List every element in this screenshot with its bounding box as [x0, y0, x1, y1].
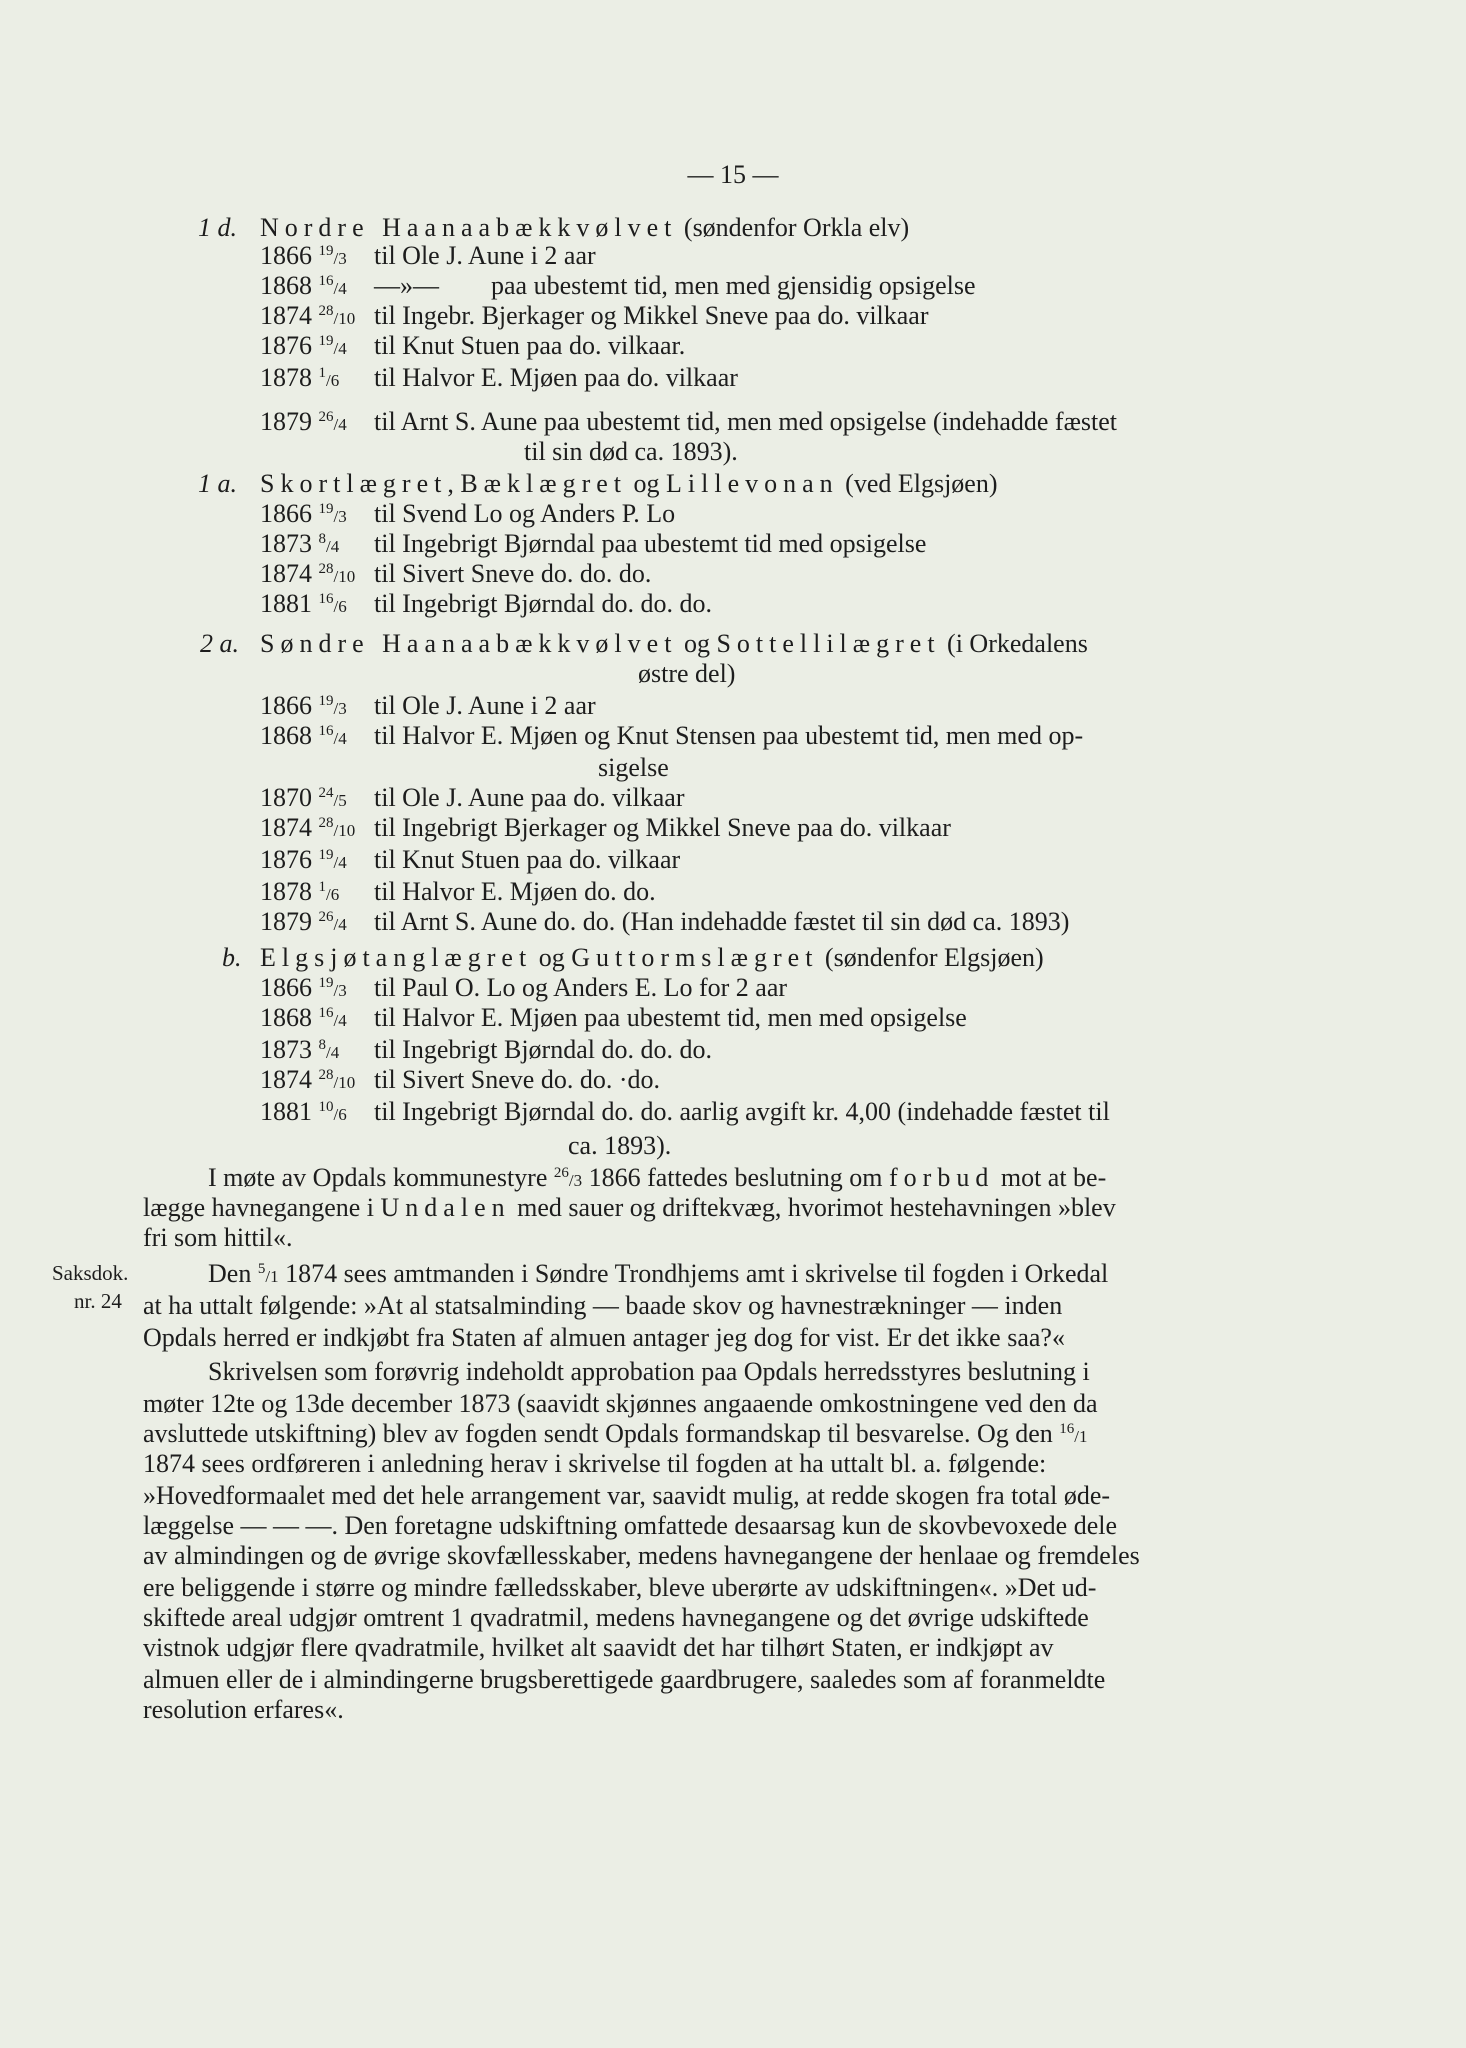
place-name: Lillevonan: [666, 469, 839, 498]
paragraph-line: 1874 sees ordføreren i anledning herav i skrivelse til fogden at ha uttalt bl. a. følgende:: [143, 1449, 1047, 1478]
date-day: 19: [318, 333, 334, 349]
entry-year: 1874: [260, 813, 312, 842]
entry-year: 1866: [260, 973, 312, 1002]
text: med sauer og driftekvæg, hvorimot hestehavningen »blev: [510, 1193, 1116, 1222]
dated-entry: [260, 330, 685, 365]
date-day: 16: [318, 591, 334, 607]
entry-year: 1881: [260, 1097, 312, 1126]
paragraph-line: fri som hittil«.: [143, 1223, 293, 1252]
text: 1874 sees amtmanden i Søndre Trondhjems amt i skrivelse til fogden i Orkedal: [278, 1259, 1109, 1288]
entry-text: til Ingebrigt Bjørndal do. do. aarlig avgift kr. 4,00 (indehadde fæstet til: [374, 1097, 1110, 1126]
frac-slash: /: [568, 1171, 574, 1190]
date-day: 19: [318, 243, 334, 259]
frac-slash: /: [333, 821, 339, 840]
date-month: 10: [338, 821, 356, 840]
frac-slash: /: [333, 415, 339, 434]
date-day: 19: [318, 501, 334, 517]
date-day: 16: [318, 723, 334, 739]
date-month: 3: [338, 981, 347, 1000]
frac-slash: /: [333, 1011, 339, 1030]
place-name: Nordre Haanaabækkvølvet: [260, 213, 678, 242]
date-month: 5: [338, 791, 347, 810]
frac-slash: /: [326, 885, 331, 904]
margin-note-line: Saksdok.: [52, 1261, 129, 1285]
entry-text: til Arnt S. Aune paa ubestemt tid, men med opsigelse (indehadde fæstet: [374, 407, 1118, 436]
heading-sep: og: [532, 943, 572, 972]
dated-entry: [260, 812, 951, 847]
date-month: 4: [338, 853, 347, 872]
frac-slash: /: [1074, 1427, 1080, 1446]
entry-text: til Ole J. Aune paa do. vilkaar: [374, 783, 685, 812]
frac-slash: /: [326, 537, 331, 556]
section-label: 1 d.: [198, 213, 237, 242]
date-day: 19: [318, 847, 334, 863]
dated-entry: [260, 1064, 660, 1099]
heading-sep: og: [627, 469, 667, 498]
entry-text: til Ingebrigt Bjørndal do. do. do.: [374, 589, 712, 618]
entry-text: til Arnt S. Aune do. do. (Han indehadde fæstet til sin død ca. 1893): [374, 907, 1070, 936]
emphasis: Undalen: [380, 1193, 511, 1222]
heading-rest: (søndenfor Elgsjøen): [818, 943, 1044, 972]
paragraph-line: vistnok udgjør flere qvadratmile, hvilket alt saavidt det har tilhørt Staten, er indkjøpt av: [143, 1633, 1054, 1662]
paragraph-line: Opdals herred er indkjøbt fra Staten af almuen antager jeg dog for vist. Er det ikke saa?«: [143, 1323, 1065, 1352]
frac-slash: /: [333, 309, 339, 328]
date-day: 28: [318, 1067, 334, 1083]
date-day: 10: [318, 1099, 334, 1115]
section-heading: [260, 628, 1088, 660]
entry-year: 1868: [260, 1003, 312, 1032]
date-month: 10: [338, 567, 356, 586]
place-name: Guttormslægret: [571, 943, 819, 972]
entry-date: [260, 362, 374, 397]
entry-date: [260, 588, 374, 623]
date-month: 4: [330, 1043, 340, 1062]
paragraph-line: Skrivelsen som forøvrig indeholdt approbation paa Opdals herredsstyres beslutning i: [208, 1357, 1090, 1386]
paragraph-line: møter 12te og 13de december 1873 (saavidt skjønnes angaaende omkostningene ved den da: [143, 1389, 1098, 1418]
dated-entry: [260, 720, 1083, 755]
frac-slash: /: [333, 339, 339, 358]
entry-year: 1879: [260, 407, 312, 436]
place-name: Søndre Haanaabækkvølvet: [260, 629, 678, 658]
entry-text: til Sivert Sneve do. do. ·do.: [374, 1065, 660, 1094]
entry-year: 1868: [260, 721, 312, 750]
entry-text: til Halvor E. Mjøen do. do.: [374, 877, 656, 906]
frac-slash: /: [333, 279, 339, 298]
entry-text: til Svend Lo og Anders P. Lo: [374, 499, 676, 528]
heading-rest: (i Orkedalens: [940, 629, 1088, 658]
entry-year: 1879: [260, 907, 312, 936]
dated-entry: [260, 906, 1069, 941]
entry-date: [260, 1064, 374, 1099]
date-month: 10: [338, 309, 356, 328]
date-day: 26: [318, 909, 334, 925]
entry-text: —»— paa ubestemt tid, men med gjensidig opsigelse: [374, 271, 976, 300]
heading-rest: (søndenfor Orkla elv): [677, 213, 910, 242]
entry-text: til Halvor E. Mjøen paa ubestemt tid, men med opsigelse: [374, 1003, 967, 1032]
entry-date: [260, 406, 374, 441]
date-month: 6: [338, 1105, 347, 1124]
entry-text: til Knut Stuen paa do. vilkaar.: [374, 331, 686, 360]
entry-text: til Halvor E. Mjøen paa do. vilkaar: [374, 363, 738, 392]
entry-text: til Ingebr. Bjerkager og Mikkel Sneve paa do. vilkaar: [374, 301, 929, 330]
section-label: b.: [222, 943, 242, 972]
heading-rest: (ved Elgsjøen): [838, 469, 998, 498]
frac-slash: /: [333, 915, 339, 934]
entry-date: [260, 330, 374, 365]
entry-year: 1874: [260, 559, 312, 588]
entry-year: 1873: [260, 1035, 312, 1064]
date-month: 3: [338, 507, 347, 526]
section-label: 2 a.: [200, 629, 239, 658]
place-name: Elgsjøtanglægret: [260, 943, 533, 972]
entry-text: til Knut Stuen paa do. vilkaar: [374, 845, 681, 874]
entry-year: 1866: [260, 241, 312, 270]
heading-continuation: østre del): [638, 659, 736, 688]
entry-continuation: til sin død ca. 1893).: [524, 437, 738, 466]
entry-year: 1876: [260, 331, 312, 360]
date-month: 4: [330, 537, 340, 556]
section-heading: [260, 468, 998, 500]
date-day: 8: [318, 1037, 326, 1053]
frac-slash: /: [333, 981, 339, 1000]
section-heading: [260, 942, 1044, 974]
entry-year: 1866: [260, 499, 312, 528]
text: Den: [208, 1259, 258, 1288]
entry-text: til Ingebrigt Bjørndal do. do. do.: [374, 1035, 712, 1064]
date-day: 28: [318, 303, 334, 319]
text: 1866 fattedes beslutning om: [582, 1163, 890, 1192]
date-month: 6: [330, 885, 340, 904]
date-day: 8: [318, 531, 326, 547]
entry-year: 1868: [260, 271, 312, 300]
date-month: 4: [338, 279, 347, 298]
paragraph-line: av almindingen og de øvrige skovfællesskaber, medens havnegangene der henlaae og fremdeles: [143, 1541, 1140, 1570]
entry-year: 1870: [260, 783, 312, 812]
place-name: Bæklægret: [460, 469, 628, 498]
date-month: 6: [338, 597, 347, 616]
paragraph-line: »Hovedformaalet med det hele arrangement var, saavidt mulig, at redde skogen fra total øde-: [143, 1481, 1111, 1510]
frac-slash: /: [265, 1267, 271, 1286]
entry-date: [260, 720, 374, 755]
entry-date: [260, 1002, 374, 1037]
entry-year: 1873: [260, 529, 312, 558]
entry-year: 1874: [260, 1065, 312, 1094]
date-day: 16: [318, 273, 334, 289]
entry-text: til Paul O. Lo og Anders E. Lo for 2 aar: [374, 973, 788, 1002]
entry-continuation: sigelse: [598, 753, 669, 782]
frac-slash: /: [333, 1073, 339, 1092]
date-month: 1: [270, 1267, 279, 1286]
frac-slash: /: [333, 1105, 339, 1124]
date-day: 28: [318, 815, 334, 831]
entry-year: 1866: [260, 691, 312, 720]
emphasis: forbud: [889, 1163, 995, 1192]
entry-date: [260, 812, 374, 847]
margin-note-line: nr. 24: [74, 1289, 122, 1313]
dated-entry: [260, 1096, 1110, 1131]
date-day: 16: [1059, 1421, 1075, 1437]
frac-slash: /: [326, 1043, 331, 1062]
entry-year: 1878: [260, 363, 312, 392]
date-day: 1: [318, 365, 326, 381]
date-month: 4: [338, 1011, 347, 1030]
heading-sep: ,: [447, 469, 461, 498]
entry-text: til Ingebrigt Bjerkager og Mikkel Sneve paa do. vilkaar: [374, 813, 951, 842]
dated-entry: [260, 844, 680, 879]
heading-sep: og: [677, 629, 717, 658]
text: avsluttede utskiftning) blev av fogden sendt Opdals formandskap til besvarelse. Og den: [143, 1419, 1060, 1448]
paragraph-line: at ha uttalt følgende: »At al statsalminding — baade skov og havnestrækninger — inden: [143, 1291, 1063, 1320]
entry-date: [260, 844, 374, 879]
entry-date: [260, 906, 374, 941]
date-month: 4: [338, 415, 347, 434]
date-month: 3: [338, 699, 347, 718]
frac-slash: /: [333, 853, 339, 872]
entry-text: til Ole J. Aune i 2 aar: [374, 241, 596, 270]
date-month: 6: [330, 371, 340, 390]
paragraph-line: [143, 1192, 1116, 1224]
date-month: 1: [1079, 1427, 1088, 1446]
entry-text: til Sivert Sneve do. do. do.: [374, 559, 652, 588]
dated-entry: [260, 588, 712, 623]
date-day: 19: [318, 975, 334, 991]
date-day: 19: [318, 693, 334, 709]
entry-continuation: ca. 1893).: [568, 1131, 672, 1160]
date-month: 3: [573, 1171, 583, 1190]
text: mot at be-: [994, 1163, 1107, 1192]
date-day: 26: [318, 409, 334, 425]
dated-entry: [260, 1002, 967, 1037]
paragraph-line: resolution erfares«.: [143, 1695, 344, 1724]
dated-entry: [260, 362, 738, 397]
entry-date: [260, 1096, 374, 1131]
page-number: — 15 —: [687, 160, 779, 189]
date-day: 28: [318, 561, 334, 577]
paragraph-line: ere beliggende i større og mindre fælledsskaber, bleve uberørte av udskiftningen«. »Det ud-: [143, 1573, 1097, 1602]
date-day: 5: [257, 1261, 266, 1277]
date-day: 1: [318, 879, 326, 895]
frac-slash: /: [333, 729, 339, 748]
entry-year: 1881: [260, 589, 312, 618]
frac-slash: /: [333, 249, 339, 268]
text: lægge havnegangene i: [143, 1193, 381, 1222]
section-label: 1 a.: [198, 469, 237, 498]
entry-year: 1874: [260, 301, 312, 330]
date-month: 10: [338, 1073, 356, 1092]
paragraph-line: læggelse — — —. Den foretagne udskiftning omfattede desaarsag kun de skovbevoxede dele: [143, 1511, 1117, 1540]
frac-slash: /: [333, 567, 339, 586]
date-month: 4: [338, 339, 347, 358]
date-day: 16: [318, 1005, 334, 1021]
paragraph-line: [208, 1258, 1108, 1293]
date-month: 3: [338, 249, 347, 268]
entry-text: til Ole J. Aune i 2 aar: [374, 691, 596, 720]
paragraph-line: almuen eller de i almindingerne brugsberettigede gaardbrugere, saaledes som af foranmeldte: [143, 1665, 1106, 1694]
frac-slash: /: [333, 699, 339, 718]
frac-slash: /: [333, 597, 339, 616]
date-month: 4: [338, 915, 347, 934]
entry-text: til Ingebrigt Bjørndal paa ubestemt tid med opsigelse: [374, 529, 927, 558]
date-day: 26: [553, 1165, 569, 1181]
frac-slash: /: [333, 507, 339, 526]
date-day: 24: [318, 785, 334, 801]
text: I møte av Opdals kommunestyre: [208, 1163, 554, 1192]
date-month: 4: [338, 729, 347, 748]
frac-slash: /: [333, 791, 339, 810]
entry-text: til Halvor E. Mjøen og Knut Stensen paa ubestemt tid, men med op-: [374, 721, 1084, 750]
place-name: Skortlægret: [260, 469, 448, 498]
entry-year: 1876: [260, 845, 312, 874]
place-name: Sottellilægret: [716, 629, 941, 658]
frac-slash: /: [326, 371, 331, 390]
paragraph-line: skiftede areal udgjør omtrent 1 qvadratmil, medens havnegangene og det øvrige udskiftede: [143, 1603, 1089, 1632]
entry-year: 1878: [260, 877, 312, 906]
